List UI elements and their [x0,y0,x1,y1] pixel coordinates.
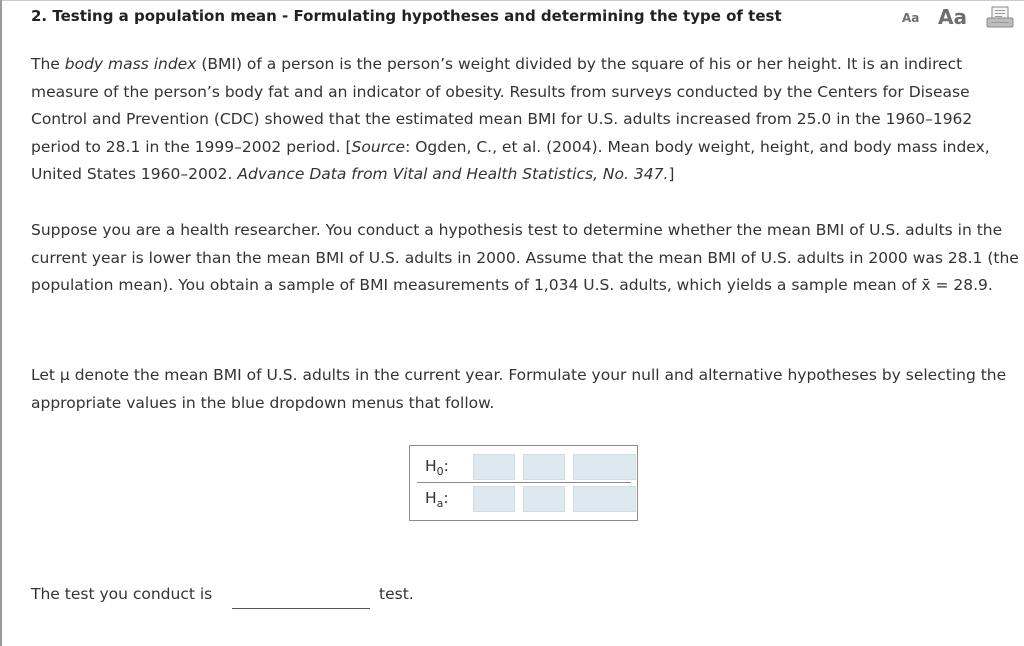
instruction-paragraph: Let μ denote the mean BMI of U.S. adults in the current year. Formulate your null and alternative hypotheses by selecting the appropriate values in the blue dropdown menus that follow. [31,366,1007,412]
font-size-decrease-button[interactable]: Aa [902,11,920,25]
print-icon[interactable] [986,6,1014,28]
alternative-hypothesis-label: $H_a$: [425,489,449,511]
alternative-value-dropdown[interactable] [573,486,636,512]
intro-text-1: The [31,55,65,73]
test-type-suffix: test. [379,585,414,603]
hypotheses-box [409,445,638,521]
alternative-hypothesis-row [410,484,637,514]
intro-text-4: ] [668,165,675,184]
intro-text-3: : Ogden, C., et al. (2004). Mean body weight, height, and body mass index, United States 1960–2002. [31,137,990,184]
null-hypothesis-row [410,452,637,482]
null-operator-dropdown[interactable] [523,454,565,480]
intro-text-2: (BMI) of a person is the person’s weight divided by the square of his or her height. It is an indirect measure of the person’s body fat and an indicator of obesity. Results from surveys conducted by the Centers for Disease Control and Prevention (CDC) showed that the estimated mean BMI for U.S. adults increased from 25.0 in the 1960–1962 period to 28.1 in the 1999–2002 period. [ [31,55,973,156]
term-body-mass-index: body mass index [64,55,197,73]
null-value-dropdown[interactable] [573,454,636,480]
publication-title: Advance Data from Vital and Health Statistics, No. 347. [237,165,669,184]
font-size-increase-button[interactable]: Aa [938,5,967,29]
alternative-operator-dropdown[interactable] [523,486,565,512]
left-border [0,0,2,646]
null-hypothesis-label: $H_0$: [425,457,449,479]
test-type-dropdown[interactable] [232,587,370,609]
null-parameter-dropdown[interactable] [473,454,515,480]
hypotheses-divider [417,482,631,483]
top-rule [0,0,1024,1]
question-title: 2. Testing a population mean - Formulating hypotheses and determining the type of test [31,7,782,25]
source-label: Source [351,137,406,156]
scenario-paragraph: Suppose you are a health researcher. You conduct a hypothesis test to determine whether the mean BMI of U.S. adults in the current year is lower than the mean BMI of U.S. adults in 2000. Assume that the mean BMI of U.S. adults in 2000 was 28.1 (the population mean). You obtain a sample of BMI measurements of 1,034 U.S. adults, which yields a sample mean of x̄ = 28.9. [31,221,1019,295]
test-type-prefix: The test you conduct is [31,585,213,603]
alternative-parameter-dropdown[interactable] [473,486,515,512]
bmi-intro-paragraph [31,51,1021,189]
